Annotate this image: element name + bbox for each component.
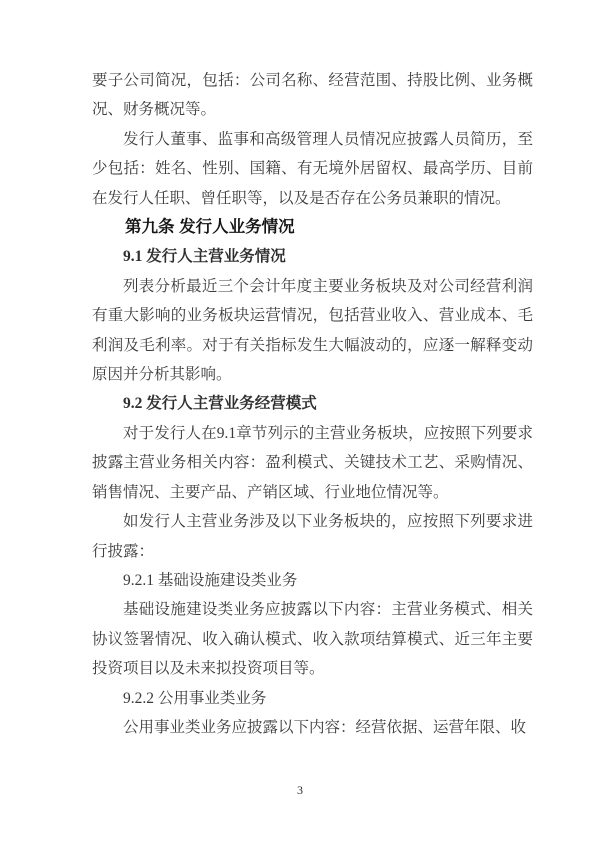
paragraph-business-segments-intro: 如发行人主营业务涉及以下业务板块的，应按照下列要求进行披露： — [92, 513, 533, 560]
subsection-heading-9-2-1: 9.2.1 基础设施建设类业务 — [123, 571, 298, 589]
section-heading-article-9: 第九条 发行人业务情况 — [125, 218, 295, 237]
paragraph-main-business-analysis: 列表分析最近三个会计年度主要业务板块及对公司经营利润有重大影响的业务板块运营情况，包括营业收入、营业成本、毛利润及毛利率。对于有关指标发生大幅波动的，应逐一解释变动原因并分析其影响。 — [92, 277, 533, 384]
paragraph-infrastructure-business: 基础设施建设类业务应披露以下内容：主营业务模式、相关协议签署情况、收入确认模式、收入款项结算模式、近三年主要投资项目以及未来拟投资项目等。 — [92, 601, 533, 678]
subsection-heading-9-2: 9.2 发行人主营业务经营模式 — [123, 395, 317, 413]
page-content — [92, 66, 533, 742]
paragraph-directors-disclosure: 发行人董事、监事和高级管理人员情况应披露人员简历，至少包括：姓名、性别、国籍、有无境外居留权、最高学历、目前在发行人任职、曾任职等，以及是否存在公务员兼职的情况。 — [92, 130, 533, 207]
paragraph-business-model-disclosure: 对于发行人在9.1章节列示的主营业务板块，应按照下列要求披露主营业务相关内容：盈利模式、关键技术工艺、采购情况、销售情况、主要产品、产销区域、行业地位情况等。 — [92, 424, 533, 501]
subsection-heading-9-2-2: 9.2.2 公用事业类业务 — [123, 689, 267, 707]
subsection-heading-9-1: 9.1 发行人主营业务情况 — [123, 248, 286, 266]
paragraph-subsidiary-overview-continued: 要子公司简况，包括：公司名称、经营范围、持股比例、业务概况、财务概况等。 — [92, 72, 533, 119]
page-number: 3 — [297, 783, 303, 797]
paragraph-public-utility-business: 公用事业类业务应披露以下内容：经营依据、运营年限、收 — [123, 718, 527, 736]
